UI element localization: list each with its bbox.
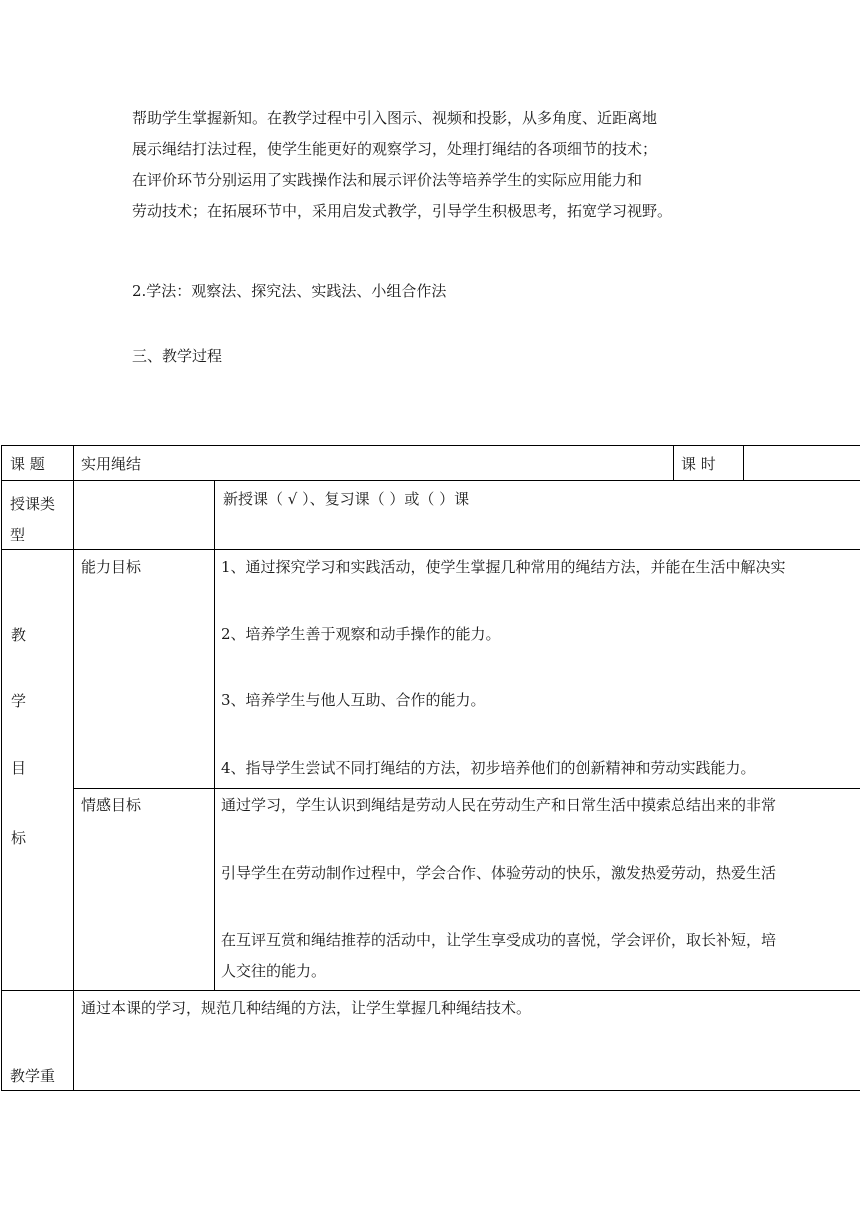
ability-goal-item: 2、培养学生善于观察和动手操作的能力。 (221, 625, 501, 643)
ability-goal-item: 1、通过探究学习和实践活动，使学生掌握几种常用的绳结方法，并能在生活中解决实 (221, 558, 786, 576)
table-border (743, 445, 744, 480)
emotion-goal-item: 在互评互赏和绳结推荐的活动中，让学生享受成功的喜悦，学会评价，取长补短，培 (221, 931, 777, 949)
learning-methods: 2.学法：观察法、探究法、实践法、小组合作法 (132, 282, 447, 300)
table-border (73, 445, 74, 1091)
key-point-content: 通过本课的学习，规范几种结绳的方法，让学生掌握几种绳结技术。 (81, 999, 532, 1017)
table-border (673, 445, 674, 480)
lesson-type-value: 新授课（ √ ）、复习课（ ）或（ ）课 (223, 490, 470, 508)
goals-vertical-char: 标 (11, 829, 27, 847)
class-hours-label: 课 时 (681, 455, 716, 473)
emotion-goal-item: 人交往的能力。 (221, 962, 327, 980)
emotion-goal-item: 引导学生在劳动制作过程中，学会合作、体验劳动的快乐，激发热爱劳动，热爱生活 (221, 864, 777, 882)
intro-line: 在评价环节分别运用了实践操作法和展示评价法等培养学生的实际应用能力和 (132, 171, 643, 189)
table-border (1, 445, 860, 446)
ability-goal-item: 4、指导学生尝试不同打绳结的方法，初步培养他们的创新精神和劳动实践能力。 (221, 759, 756, 777)
ability-goals-label: 能力目标 (81, 558, 142, 576)
intro-line: 劳动技术；在拓展环节中，采用启发式教学，引导学生积极思考，拓宽学习视野。 (132, 202, 673, 220)
table-border (1, 480, 860, 481)
section-heading: 三、教学过程 (132, 347, 223, 365)
key-point-label: 教学重 (10, 1067, 56, 1085)
topic-label: 课 题 (10, 455, 45, 473)
topic-value: 实用绳结 (81, 455, 142, 473)
lesson-type-label-line: 型 (10, 526, 26, 544)
table-border (214, 480, 215, 990)
ability-goal-item: 3、培养学生与他人互助、合作的能力。 (221, 691, 486, 709)
lesson-type-label-line: 授课类 (10, 495, 56, 513)
lesson-type-label (10, 489, 55, 551)
intro-paragraph (132, 103, 742, 227)
intro-line: 展示绳结打法过程，使学生能更好的观察学习，处理打绳结的各项细节的技术； (132, 140, 658, 158)
table-border (1, 445, 2, 1091)
table-border (1, 1090, 860, 1091)
goals-vertical-char: 目 (11, 759, 27, 777)
goals-vertical-char: 学 (11, 692, 27, 710)
emotion-goals-label: 情感目标 (81, 796, 142, 814)
lesson-plan-table (1, 445, 860, 1091)
intro-line: 帮助学生掌握新知。在教学过程中引入图示、视频和投影，从多角度、近距离地 (132, 109, 658, 127)
table-border (1, 549, 860, 550)
table-border (1, 990, 860, 991)
table-border (73, 788, 860, 789)
goals-vertical-char: 教 (11, 626, 27, 644)
emotion-goal-item: 通过学习，学生认识到绳结是劳动人民在劳动生产和日常生活中摸索总结出来的非常 (221, 796, 777, 814)
